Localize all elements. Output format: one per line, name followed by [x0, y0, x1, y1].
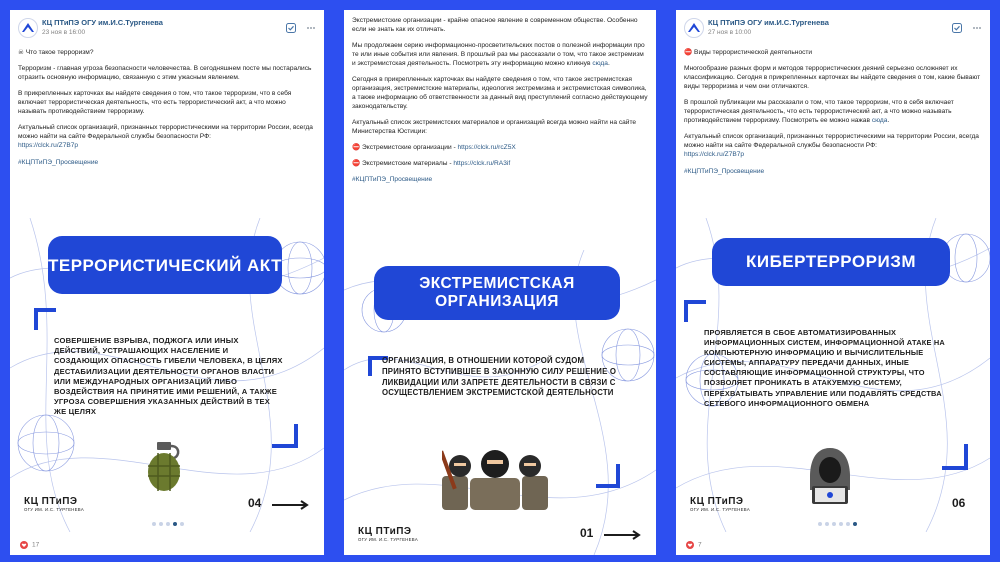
- post-text: [684, 48, 982, 183]
- post-paragraph: Терроризм - главная угроза безопасности человечества. В сегодняшнем посте мы постарались отразить основную информацию, связанную с этим ужасным явлением.: [18, 65, 312, 81]
- post-text: [18, 48, 316, 174]
- post-card-cyberterrorism: [676, 10, 990, 555]
- card-text: ПРОЯВЛЯЕТСЯ В СБОЕ АВТОМАТИЗИРОВАННЫХ ИНФОРМАЦИОННЫХ СИСТЕМ, ИНФОРМАЦИОННОЙ АТАКЕ НА КОМПЬЮТЕРНУЮ ИНФОРМАЦИЮ И ВЫЧИСЛИТЕЛЬНЫЕ СИСТЕМЫ, АППАРАТУРУ ПЕРЕДАЧИ ДАННЫХ, ИНЫЕ СОСТАВЛЯЮЩИЕ ИНФОРМАЦИОННОЙ СТРУКТУРЫ, ЧТО ПОЗВОЛЯЕТ ПРОНИКАТЬ В АТАКУЕМУЮ СИСТЕМУ, ПЕРЕХВАТЫВАТЬ УПРАВЛЕНИЕ ИЛИ ПОДАВЛЯТЬ СРЕДСТВА СЕТЕВОГО ИНФОРМАЦИОННОГО ОБМЕНА: [704, 328, 945, 408]
- post-text: [352, 16, 648, 191]
- post-card-terrorism: [10, 10, 324, 555]
- grenade-icon: [142, 440, 186, 492]
- post-header: [18, 16, 316, 42]
- post-paragraph: ☠ Что такое терроризм?: [18, 49, 94, 56]
- card-page-number: 01: [580, 526, 594, 540]
- like-counter[interactable]: 7: [686, 541, 702, 549]
- post-paragraph: Актуальный список экстремистских материалов и организаций всегда можно найти на сайте Министерства Юстиции:: [352, 119, 637, 135]
- card-text: ОРГАНИЗАЦИЯ, В ОТНОШЕНИИ КОТОРОЙ СУДОМ ПРИНЯТО ВСТУПИВШЕЕ В ЗАКОННУЮ СИЛУ РЕШЕНИЕ О ЛИКВИДАЦИИ ИЛИ ЗАПРЕТЕ ДЕЯТЕЛЬНОСТИ В СВЯЗИ С ОСУЩЕСТВЛЕНИЕМ ЭКСТРЕМИСТСКОЙ ДЕЯТЕЛЬНОСТИ: [382, 356, 617, 398]
- post-paragraph: Сегодня в прикрепленных карточках вы найдете сведения о том, что такое экстремистская организация, экстремистские материалы, идеология экстремизма и экстремистская символика, а также информацию об ответственности за данный вид преступлений согласно действующему законодательству.: [352, 76, 648, 110]
- post-header: [684, 16, 982, 42]
- group-avatar[interactable]: [684, 18, 704, 38]
- post-paragraph: В прошлой публикации мы рассказали о том, что такое терроризм, что в себя включает террористическая деятельность, что есть террористический акт, а что можно называть противодействием терроризму. Посмотреть ее можно нажав сюда.: [684, 99, 954, 124]
- here-link[interactable]: сюда: [871, 117, 888, 124]
- brand-logo: КЦ ПТиПЭ ОГУ ИМ. И.С. ТУРГЕНЕВА: [358, 526, 418, 542]
- list-item: ⛔ Экстремистские организации - https://clck.ru/rcZ5X: [352, 144, 516, 151]
- post-paragraph: Актуальный список организаций, признанных террористическими на территории России, всегда можно найти на сайте Федеральной службы безопасности РФ: https://clck.ru/Z7B7p: [18, 124, 313, 149]
- more-icon[interactable]: [306, 20, 316, 38]
- group-avatar[interactable]: [18, 18, 38, 38]
- materials-link[interactable]: https://clck.ru/RA3if: [453, 160, 511, 167]
- list-item: ⛔ Экстремистские материалы - https://clck.ru/RA3if: [352, 160, 511, 167]
- here-link[interactable]: сюда: [592, 60, 608, 67]
- attachment-card[interactable]: [10, 218, 324, 532]
- hashtag-link[interactable]: #КЦПТиПЭ_Просвещение: [18, 159, 99, 166]
- brand-logo: КЦ ПТиПЭ ОГУ ИМ. И.С. ТУРГЕНЕВА: [24, 496, 84, 512]
- bookmark-check-icon[interactable]: [286, 20, 296, 38]
- post-paragraph: В прикрепленных карточках вы найдете сведения о том, что такое терроризм, что в себя включает террористическая деятельность, что есть террористический акт, а что можно называть противодействием терроризму.: [18, 90, 292, 115]
- brand-logo: КЦ ПТиПЭ ОГУ ИМ. И.С. ТУРГЕНЕВА: [690, 496, 750, 512]
- card-title: КИБЕРТЕРРОРИЗМ: [712, 238, 950, 286]
- card-title: ТЕРРОРИСТИЧЕСКИЙ АКТ: [48, 236, 282, 294]
- card-text: СОВЕРШЕНИЕ ВЗРЫВА, ПОДЖОГА ИЛИ ИНЫХ ДЕЙСТВИЙ, УСТРАШАЮЩИХ НАСЕЛЕНИЕ И СОЗДАЮЩИХ ОПАСНОСТЬ ГИБЕЛИ ЧЕЛОВЕКА, В ЦЕЛЯХ ДЕСТАБИЛИЗАЦИИ ДЕЯТЕЛЬНОСТИ ОРГАНОВ ВЛАСТИ ИЛИ МЕЖДУНАРОДНЫХ ОРГАНИЗАЦИЙ ЛИБО ВОЗДЕЙСТВИЯ НА ПРИНЯТИЕ ИМИ РЕШЕНИЙ, А ТАКЖЕ УГРОЗА СОВЕРШЕНИЯ УКАЗАННЫХ ДЕЙСТВИЙ В ТЕХ ЖЕ ЦЕЛЯХ: [54, 336, 283, 417]
- attachment-card[interactable]: [344, 250, 656, 555]
- fsb-link[interactable]: https://clck.ru/Z7B7p: [18, 142, 79, 149]
- post-card-extremist-org: [344, 10, 656, 555]
- post-paragraph: Экстремистские организации - крайне опасное явление в современном обществе. Особенно если не знать как их отличать.: [352, 17, 638, 33]
- arrow-right-icon: [604, 530, 642, 540]
- bookmark-check-icon[interactable]: [952, 20, 962, 38]
- post-paragraph: ⛔ Виды террористической деятельности: [684, 49, 813, 56]
- arrow-right-icon: [272, 500, 310, 510]
- extremists-icon: [442, 446, 548, 510]
- attachment-card[interactable]: [676, 218, 990, 532]
- more-icon[interactable]: [972, 20, 982, 38]
- fsb-link[interactable]: https://clck.ru/Z7B7p: [684, 151, 745, 158]
- card-title: ЭКСТРЕМИСТСКАЯ ОРГАНИЗАЦИЯ: [374, 266, 620, 320]
- post-date[interactable]: 27 ноя в 10:00: [708, 29, 752, 36]
- carousel-dots[interactable]: [152, 522, 187, 526]
- orgs-link[interactable]: https://clck.ru/rcZ5X: [457, 144, 516, 151]
- hashtag-link[interactable]: #КЦПТиПЭ_Просвещение: [352, 176, 433, 183]
- heart-icon[interactable]: [686, 541, 694, 549]
- carousel-dots[interactable]: [818, 522, 860, 526]
- card-page-number: 06: [952, 496, 966, 510]
- group-name[interactable]: КЦ ПТиПЭ ОГУ им.И.С.Тургенева: [42, 18, 163, 27]
- like-counter[interactable]: 17: [20, 541, 39, 549]
- group-name[interactable]: КЦ ПТиПЭ ОГУ им.И.С.Тургенева: [708, 18, 829, 27]
- heart-icon[interactable]: [20, 541, 28, 549]
- post-paragraph: Многообразие разных форм и методов террористических деяний серьезно осложняет их классификацию. Сегодня в прикрепленных карточках вы найдете сведения о том, какие бывают виды терроризма и чем они отличаются.: [684, 65, 981, 90]
- hashtag-link[interactable]: #КЦПТиПЭ_Просвещение: [684, 168, 765, 175]
- post-paragraph: Мы продолжаем серию информационно-просветительских постов о полезной информации про те или иные события или явления. В прошлый раз мы рассказали о том, что такое экстремизм и экстремистская деятельность. Посмотреть эту информацию можно кликнув сюда.: [352, 42, 645, 67]
- post-paragraph: Актуальный список организаций, признанных террористическими на территории России, всегда можно найти на сайте Федеральной службы безопасности РФ: https://clck.ru/Z7B7p: [684, 133, 979, 158]
- card-page-number: 04: [248, 496, 262, 510]
- post-date[interactable]: 23 ноя в 16:00: [42, 29, 86, 36]
- hacker-icon: [804, 446, 856, 504]
